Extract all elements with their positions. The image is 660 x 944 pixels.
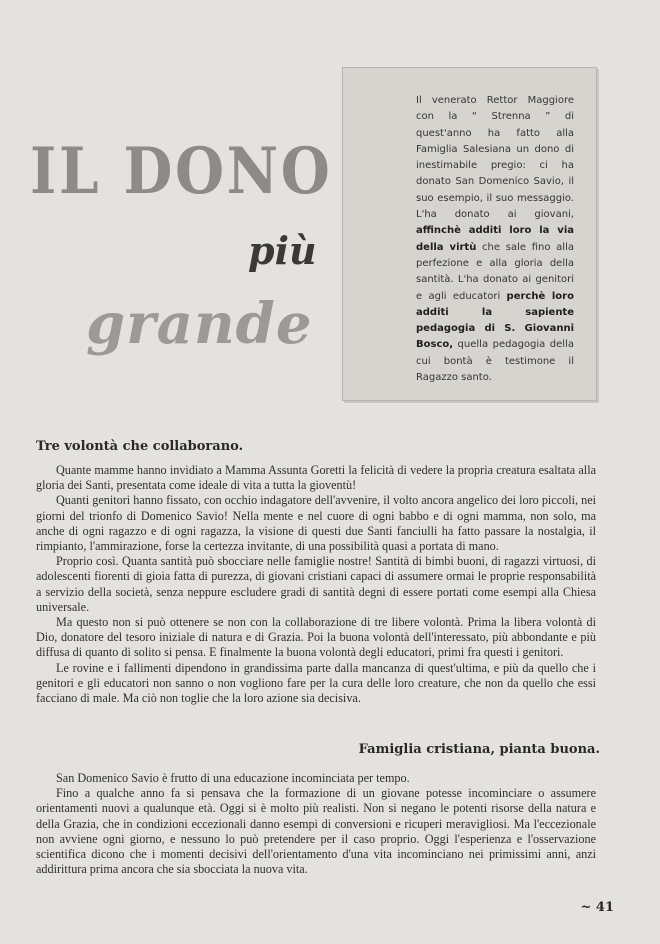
intro-box: [342, 67, 597, 401]
paragraph: Quanti genitori hanno fissato, con occhio indagatore dell'avvenire, il volto ancora angelico dei loro piccoli, nei giorni del trionfo di Domenico Savio! Nella mente e nel cuore di ogni babbo e di ogni mamma, non solo, ma anche di ogni ragazzo e di ogni ragazza, la visione di questi due Santi fanciulli ha fatto passare la nostalgia, il rimpianto, l'ammirazione, forse la certezza invitante, di una possibilità quasi a portata di mano.: [36, 493, 596, 554]
page-number: ~ 41: [580, 900, 614, 915]
title-piu: più: [248, 228, 317, 273]
paragraph: Proprio così. Quanta santità può sbocciare nelle famiglie nostre! Santità di bimbi buoni, di ragazzi virtuosi, di adolescenti fiorenti di gioia fatta di purezza, di giovani cristiani capaci di assumere ormai le proprie responsabilità a servizio della società, senza neppure escludere gradi di santità degni di essere portati come esempi alla Chiesa universale.: [36, 554, 596, 614]
section-body-2: [36, 771, 596, 877]
title-grande: grande: [86, 291, 313, 357]
section-heading-famiglia-cristiana: Famiglia cristiana, pianta buona.: [358, 742, 600, 757]
paragraph: Quante mamme hanno invidiato a Mamma Assunta Goretti la felicità di vedere la propria creatura esaltata alla gloria dei Santi, presentata come ideale di vita a tutta la gioventù!: [36, 463, 596, 493]
paragraph: Ma questo non si può ottenere se non con la collaborazione di tre libere volontà. Prima la libera volontà di Dio, donatore del tesoro iniziale di natura e di Grazia. Poi la buona volontà dell'interessato, più abbondante e più diffusa di quanto di solito si pensa. E finalmente la buona volontà degli educatori, primi fra questi i genitori.: [36, 615, 596, 660]
paragraph: Fino a qualche anno fa si pensava che la formazione di un giovane potesse incominciare o assumere orientamenti nuovi a qualunque età. Oggi si è molto più realisti. Non si negano le potenti risorse della natura e della Grazia, che in condizioni eccezionali danno esempi di conversioni e ricuperi meravigliosi. Ma l'eccezionale non avviene ogni giorno, e nessuno lo può pretendere per il caso proprio. Oggi l'esperienza e l'osservazione scientifica dicono che i momenti decisivi dell'orientamento d'una vita incominciano nei primissimi anni, anzi addirittura prima ancora che sia sbocciata la nuova vita.: [36, 786, 596, 877]
section-body-1: [36, 463, 596, 706]
intro-box-text: Il venerato Rettor Maggiore con la “ Strenna ” di quest'anno ha fatto alla Famiglia Salesiana un dono di inestimabile pregio: ci ha donato San Domenico Savio, il suo esempio, il suo messaggio. L'ha donato ai giovani, affinchè additi loro la via della virtù che sale fino alla perfezione e alla gloria della santità. L'ha donato ai genitori e agli educatori perchè loro additi la sapiente pedagogia di S. Giovanni Bosco, quella pedagogia della cui bontà è testimone il Ragazzo santo.: [416, 95, 574, 384]
title-il-dono: IL DONO: [30, 134, 333, 209]
paragraph: Le rovine e i fallimenti dipendono in grandissima parte dalla mancanza di quest'ultima, e più da quello che i genitori e gli educatori non sanno o non vogliono fare per la cura delle loro creature, che non da quello che essi facciano di male. Ma ciò non toglie che la loro azione sia decisiva.: [36, 660, 596, 706]
paragraph: San Domenico Savio è frutto di una educazione incominciata per tempo.: [56, 771, 410, 785]
section-heading-tre-volonta: Tre volontà che collaborano.: [36, 439, 244, 454]
